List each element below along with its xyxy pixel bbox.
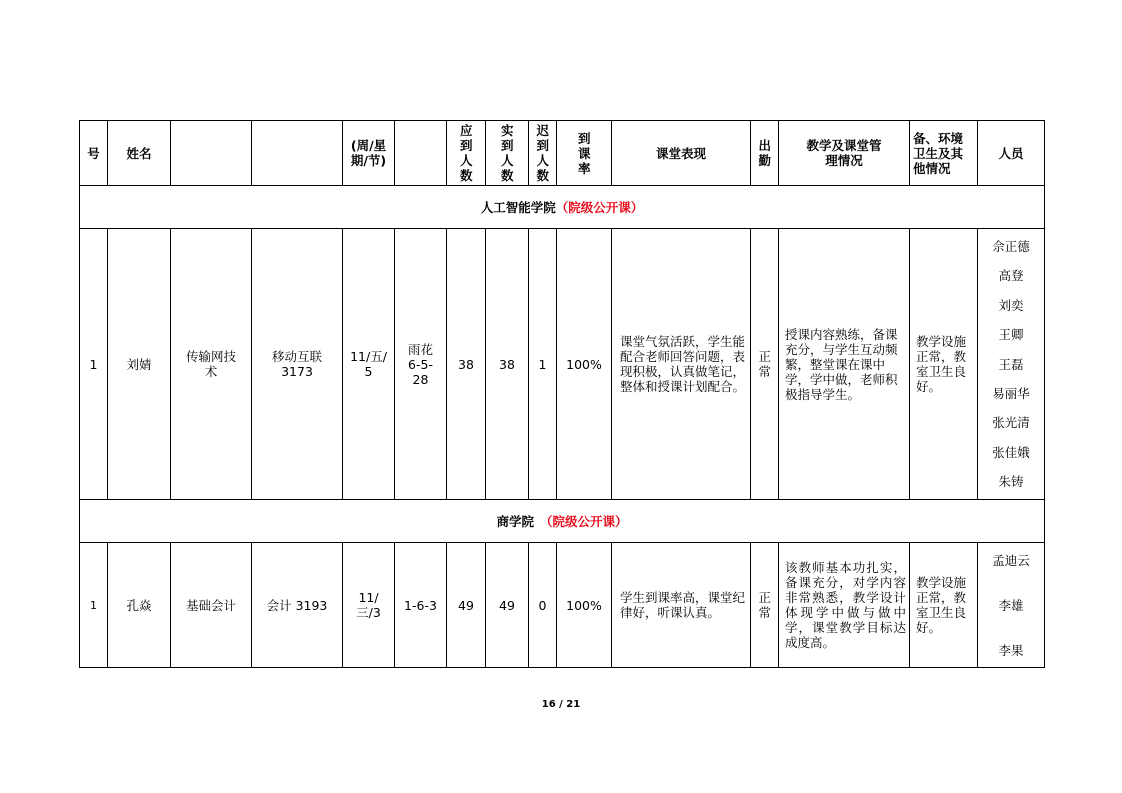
cell-attendance-text: 正常 xyxy=(758,349,772,379)
inspection-table xyxy=(79,120,1045,668)
table-row xyxy=(80,229,1045,500)
header-course xyxy=(171,121,252,186)
cell-name: 孔焱 xyxy=(108,543,171,668)
header-expected xyxy=(447,121,486,186)
header-rate-text: 到课率 xyxy=(578,130,591,176)
cell-management: 该教师基本功扎实，备课充分，对学内容非常熟悉，教学设计体现学中做与做中学，课堂教学目标达成度高。 xyxy=(779,543,910,668)
cell-performance: 课堂气氛活跃，学生能配合老师回答问题，表现积极，认真做笔记，整体和授课计划配合。 xyxy=(612,229,751,500)
header-row xyxy=(80,121,1045,186)
header-late xyxy=(529,121,557,186)
table-row xyxy=(80,543,1045,668)
cell-attendance-text: 正常 xyxy=(758,590,772,620)
cell-attendance xyxy=(751,229,779,500)
staff-name: 王卿 xyxy=(998,327,1024,343)
cell-week xyxy=(343,229,395,500)
cell-seq: 1 xyxy=(80,229,108,500)
section-title: 商学院 xyxy=(496,513,534,529)
header-seq: 号 xyxy=(80,121,108,186)
header-management xyxy=(779,121,910,186)
staff-name: 李雄 xyxy=(998,597,1024,613)
staff-name: 易丽华 xyxy=(992,385,1030,401)
header-env: 备、环境卫生及其他情况 xyxy=(910,121,978,186)
staff-name: 张佳娥 xyxy=(992,444,1030,460)
section-tag: （院级公开课） xyxy=(555,199,644,215)
header-attendance-text: 出勤 xyxy=(758,138,772,168)
section-row xyxy=(80,186,1045,229)
section-row xyxy=(80,500,1045,543)
header-class xyxy=(252,121,343,186)
cell-management: 授课内容熟练，备课充分，与学生互动频繁，整堂课在课中学，学中做，老师积极指导学生。 xyxy=(779,229,910,500)
cell-expected: 49 xyxy=(447,543,486,668)
cell-name: 刘婧 xyxy=(108,229,171,500)
staff-name: 孟迪云 xyxy=(992,552,1030,568)
cell-week-text: 11/三/3 xyxy=(356,590,381,620)
staff-name: 李果 xyxy=(998,642,1024,658)
header-expected-text: 应到人数 xyxy=(460,123,473,183)
section-title: 人工智能学院 xyxy=(480,199,556,215)
cell-rate: 100% xyxy=(557,229,612,500)
header-attendance xyxy=(751,121,779,186)
cell-staff xyxy=(978,229,1045,500)
section-title-cell xyxy=(80,500,1045,543)
header-room xyxy=(395,121,447,186)
cell-late: 0 xyxy=(529,543,557,668)
cell-course xyxy=(171,229,252,500)
cell-attendance xyxy=(751,543,779,668)
cell-course-text: 传输网技术 xyxy=(185,349,236,379)
staff-name: 朱铸 xyxy=(998,474,1024,489)
cell-room xyxy=(395,229,447,500)
header-week xyxy=(343,121,395,186)
staff-name: 佘正德 xyxy=(992,239,1030,254)
cell-week-text: 11/五/5 xyxy=(350,349,387,379)
cell-actual: 38 xyxy=(486,229,529,500)
cell-week xyxy=(343,543,395,668)
cell-course: 基础会计 xyxy=(171,543,252,668)
cell-late: 1 xyxy=(529,229,557,500)
cell-staff xyxy=(978,543,1045,668)
header-performance: 课堂表现 xyxy=(612,121,751,186)
cell-env: 教学设施正常，教室卫生良好。 xyxy=(910,543,978,668)
staff-name: 王磊 xyxy=(998,356,1024,372)
header-week-text: (周/星期/节) xyxy=(350,138,387,168)
cell-room-text: 雨花6-5-28 xyxy=(407,341,433,387)
staff-name: 高登 xyxy=(998,268,1024,284)
section-title-cell xyxy=(80,186,1045,229)
header-name: 姓名 xyxy=(108,121,171,186)
cell-class: 会计 3193 xyxy=(252,543,343,668)
cell-class xyxy=(252,229,343,500)
cell-performance: 学生到课率高，课堂纪律好，听课认真。 xyxy=(612,543,751,668)
section-tag: （院级公开课） xyxy=(540,513,628,529)
header-actual-text: 实到人数 xyxy=(501,123,514,183)
header-rate xyxy=(557,121,612,186)
header-staff: 人员 xyxy=(978,121,1045,186)
header-management-text: 教学及课堂管理情况 xyxy=(806,138,882,168)
header-actual xyxy=(486,121,529,186)
cell-room: 1-6-3 xyxy=(395,543,447,668)
staff-name: 张光清 xyxy=(992,415,1030,431)
page-number: 16 / 21 xyxy=(541,699,581,710)
cell-rate: 100% xyxy=(557,543,612,668)
staff-name: 刘奕 xyxy=(998,297,1024,313)
cell-expected: 38 xyxy=(447,229,486,500)
header-late-text: 迟到人数 xyxy=(536,123,550,183)
cell-class-text: 移动互联3173 xyxy=(271,349,322,379)
cell-env: 教学设施正常，教室卫生良好。 xyxy=(910,229,978,500)
cell-actual: 49 xyxy=(486,543,529,668)
cell-seq: 1 xyxy=(80,543,108,668)
